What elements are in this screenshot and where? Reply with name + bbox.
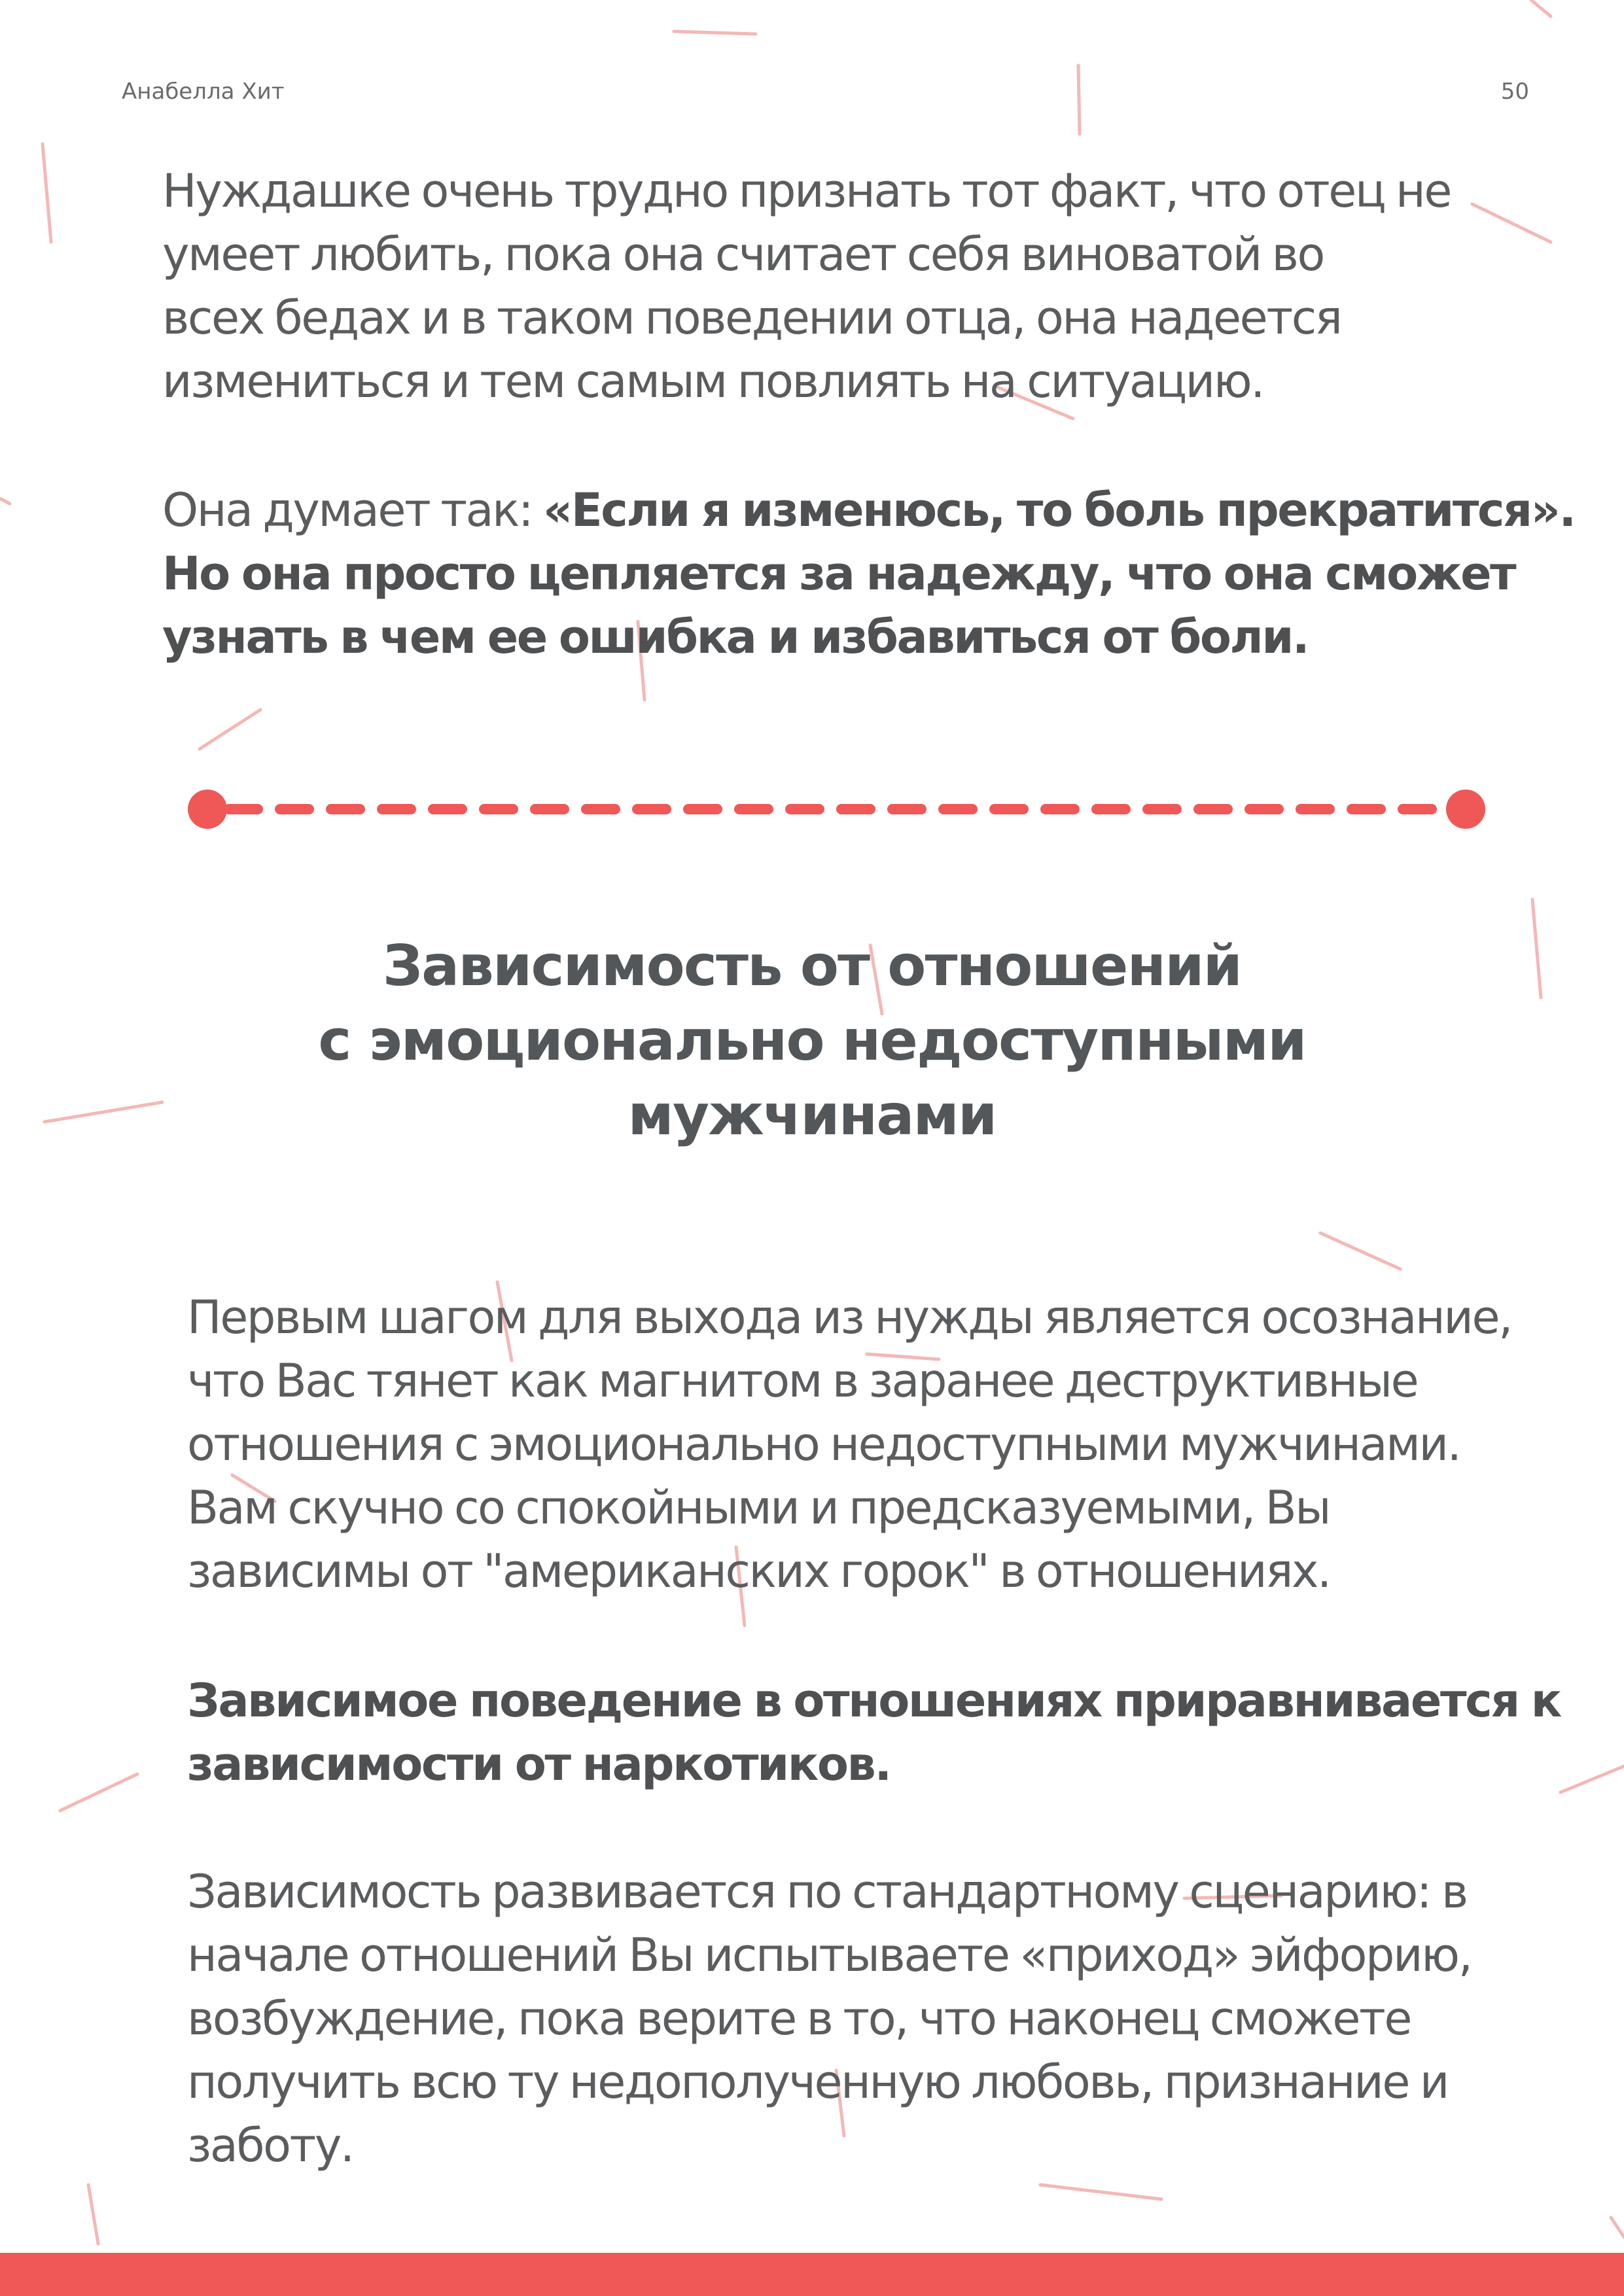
footer-bar bbox=[0, 2253, 1624, 2296]
text-line: получить всю ту недополученную любовь, признание и bbox=[187, 2055, 1448, 2109]
text-line: начале отношений Вы испытываете «приход» эйфорию, bbox=[187, 1928, 1472, 1982]
paragraph-scenario bbox=[187, 1860, 1472, 2178]
text-line: Зависимость развивается по стандартному сценарию: в bbox=[187, 1865, 1467, 1919]
text-line: отношения с эмоционально недоступными мужчинами. bbox=[187, 1418, 1460, 1471]
text-line-bold: Но она просто цепляется за надежду, что она сможет bbox=[162, 547, 1515, 600]
text-line: заботу. bbox=[187, 2119, 353, 2172]
paragraph-quote bbox=[162, 479, 1575, 669]
header-author: Анабелла Хит bbox=[122, 78, 285, 105]
divider-dot-right bbox=[1446, 790, 1485, 829]
quote-lead: Она думает так: bbox=[162, 483, 544, 537]
text-line-bold: зависимости от наркотиков. bbox=[187, 1737, 891, 1791]
divider-dot-left bbox=[188, 790, 227, 829]
quote-bold: «Если я изменюсь, то боль прекратится». bbox=[543, 483, 1575, 537]
text-line bbox=[162, 479, 1575, 542]
paragraph-emphasis bbox=[187, 1669, 1561, 1796]
title-line: с эмоционально недоступными bbox=[318, 1008, 1306, 1073]
dashed-divider bbox=[183, 786, 1492, 832]
text-line: возбуждение, пока верите в то, что наконец сможете bbox=[187, 1992, 1411, 2045]
text-line-bold: узнать в чем ее ошибка и избавиться от боли. bbox=[162, 610, 1309, 664]
paragraph-first-step bbox=[187, 1286, 1511, 1603]
section-title bbox=[0, 929, 1624, 1153]
text-line: Вам скучно со спокойными и предсказуемыми, Вы bbox=[187, 1481, 1330, 1535]
title-line: Зависимость от отношений bbox=[382, 933, 1242, 999]
page-number: 50 bbox=[1500, 78, 1529, 105]
text-line: всех бедах и в таком поведении отца, она надеется bbox=[162, 291, 1341, 345]
text-line: зависимы от "американских горок" в отношениях. bbox=[187, 1544, 1330, 1598]
text-line-bold: Зависимое поведение в отношениях приравнивается к bbox=[187, 1674, 1561, 1728]
text-line: Нуждашке очень трудно признать тот факт, что отец не bbox=[162, 164, 1451, 218]
title-line: мужчинами bbox=[627, 1083, 997, 1148]
text-line: умеет любить, пока она считает себя виноватой во bbox=[162, 228, 1324, 281]
text-line: Первым шагом для выхода из нужды является осознание, bbox=[187, 1291, 1511, 1344]
text-line: измениться и тем самым повлиять на ситуацию. bbox=[162, 355, 1264, 408]
text-line: что Вас тянет как магнитом в заранее деструктивные bbox=[187, 1354, 1418, 1408]
paragraph-intro bbox=[162, 160, 1451, 413]
